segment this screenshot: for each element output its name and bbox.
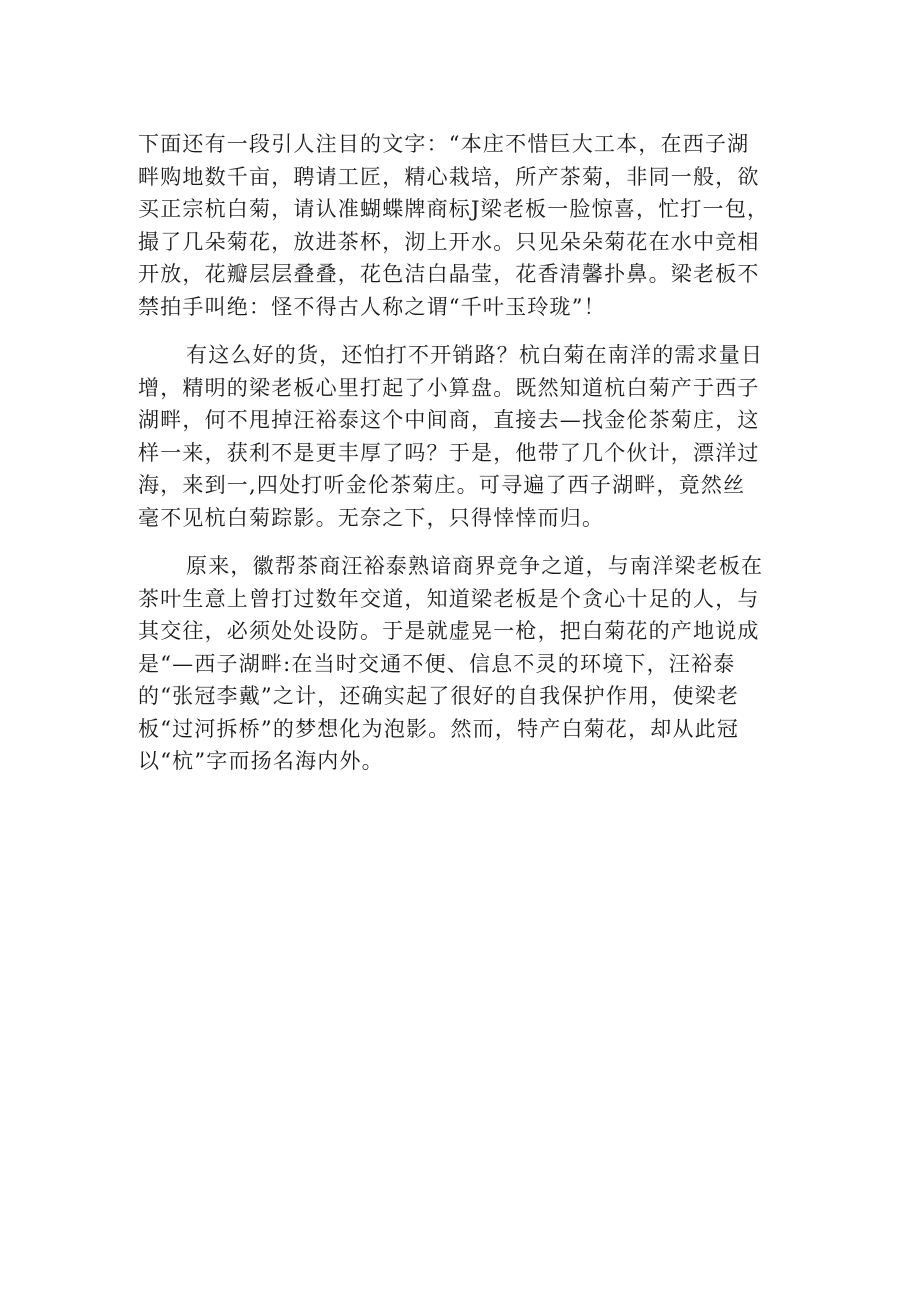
text-line: 茶叶生意上曾打过数年交道，知道梁老板是个贪心十足的人，与 <box>138 586 760 611</box>
paragraph-2 <box>138 339 838 534</box>
text-line: 湖畔，何不甩掉汪裕泰这个中间商，直接去—找金伦茶菊庄，这 <box>138 408 760 432</box>
text-line: 毫不见杭白菊踪影。无奈之下，只得悻悻而归。 <box>138 505 605 530</box>
paragraph-1 <box>138 128 838 323</box>
text-line: 禁拍手叫绝：怪不得古人称之谓“千叶玉玲珑”！ <box>138 294 606 319</box>
text-line: 开放，花瓣层层叠叠，花色洁白晶莹，花香清馨扑鼻。梁老板不 <box>138 262 760 286</box>
text-line: 畔购地数千亩，聘请工匠，精心栽培，所产茶菊，非同一般，欲 <box>138 164 760 189</box>
text-line: 板“过河拆桥”的梦想化为泡影。然而，特产白菊花，却从此冠 <box>138 716 740 741</box>
text-line: 下面还有一段引人注目的文字：“本庄不惜巨大工本，在西子湖 <box>138 132 750 156</box>
text-line: 以“杭”字而扬名海内外。 <box>138 749 384 773</box>
text-line: 其交往，必须处处设防。于是就虚晃一枪，把白菊花的产地说成 <box>138 619 760 643</box>
text-line: 是“—西子湖畔:在当时交通不便、信息不灵的环境下，汪裕泰 <box>138 651 736 676</box>
text-line: 增，精明的梁老板心里打起了小算盘。既然知道杭白菊产于西子 <box>138 375 760 400</box>
text-line: 原来，徽帮茶商汪裕泰熟谙商界竞争之道，与南洋梁老板在 <box>186 554 764 578</box>
text-line: 有这么好的货，还怕打不开销路？杭白菊在南洋的需求量日 <box>186 343 764 367</box>
document-page <box>138 128 838 794</box>
text-line: 样一来，获利不是更丰厚了吗？于是，他带了几个伙计，漂洋过 <box>138 440 760 465</box>
text-line: 海，来到一,四处打听金伦茶菊庄。可寻遍了西子湖畔，竟然丝 <box>138 473 746 497</box>
text-line: 的“张冠李戴”之计，还确实起了很好的自我保护作用，使梁老 <box>138 684 740 708</box>
text-line: 撮了几朵菊花，放进茶杯，沏上开水。只见朵朵菊花在水中竞相 <box>138 229 760 254</box>
paragraph-3 <box>138 550 838 778</box>
text-line: 买正宗杭白菊，请认准蝴蝶牌商标J梁老板一脸惊喜，忙打一包， <box>138 197 770 221</box>
